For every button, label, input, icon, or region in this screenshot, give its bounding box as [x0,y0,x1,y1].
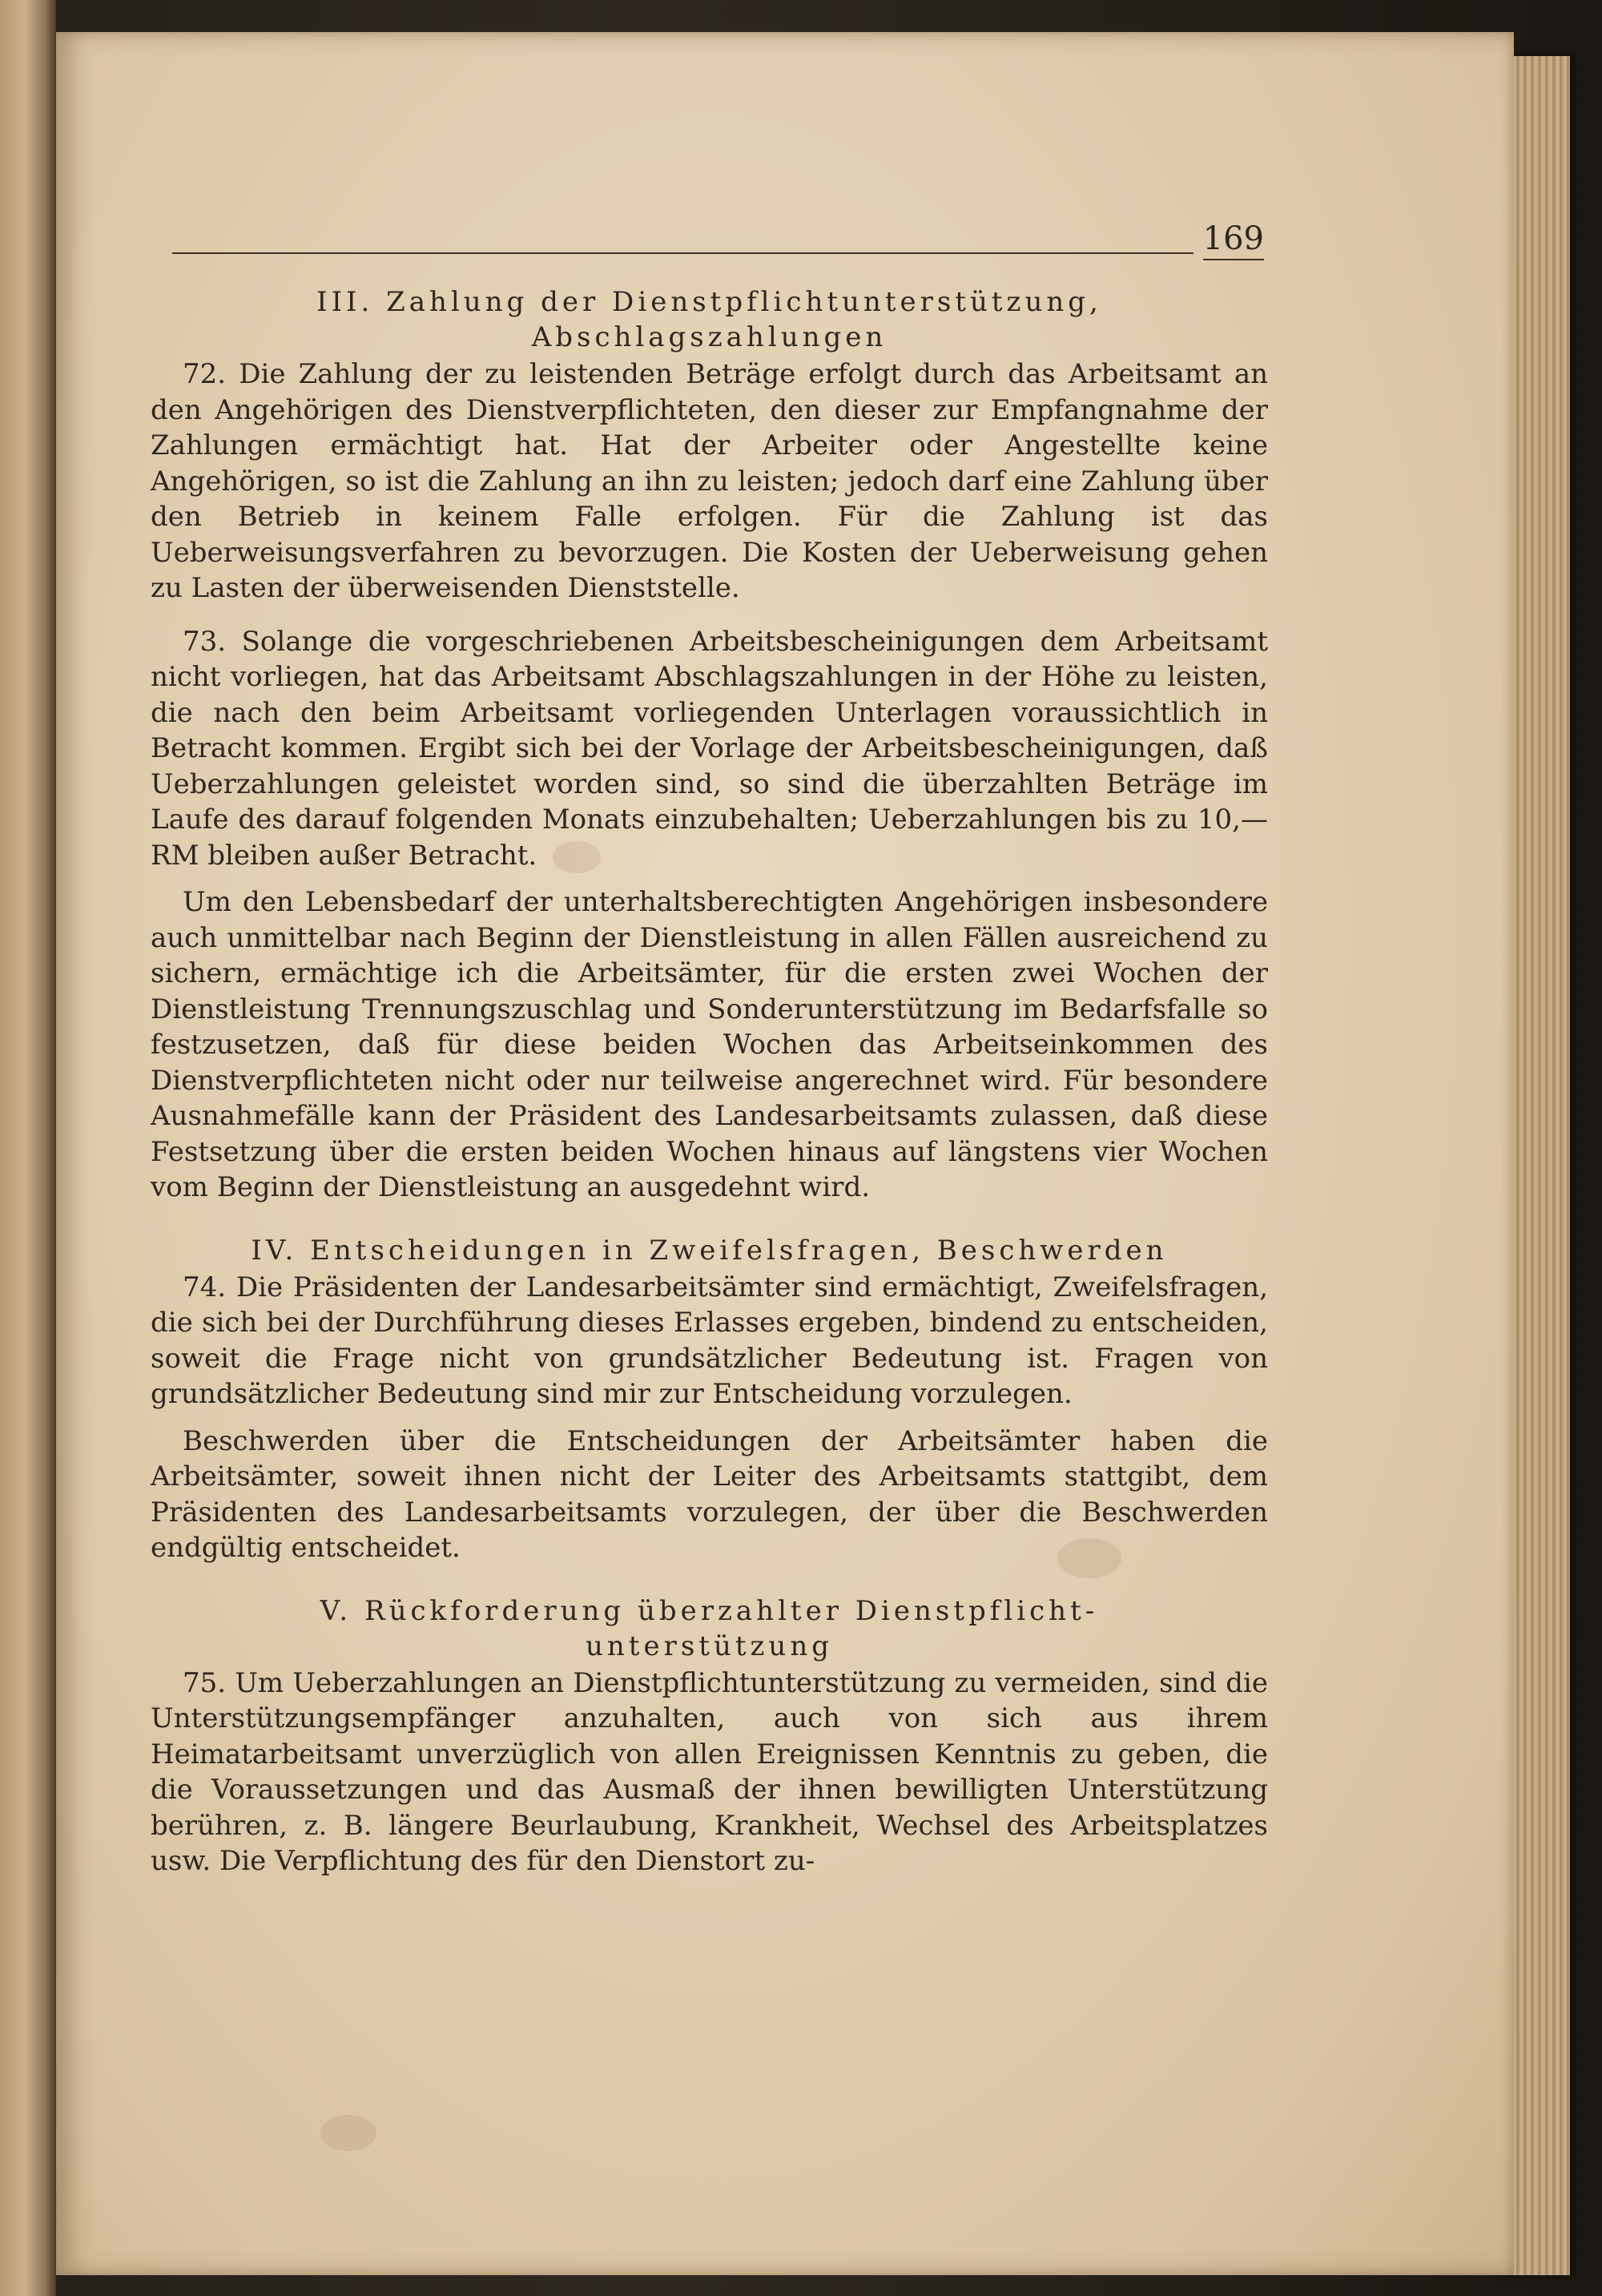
page-body [151,284,1268,1879]
section-heading-iii [151,284,1268,355]
section-heading-iv [151,1233,1268,1268]
section-heading-v-line2: unterstützung [586,1629,833,1662]
section-heading-iv-line: IV. Entscheidungen in Zweifelsfragen, Beschwerden [251,1234,1168,1267]
paragraph-74-continued: Beschwerden über die Entscheidungen der Arbeitsämter haben die Arbeitsämter, soweit ihnen nicht der Leiter des Arbeitsamts stattgibt, dem Präsidenten des Landesarbeitsamts vorzulegen, der über die Beschwerden endgültig entscheidet. [151,1424,1268,1564]
paragraph-72: 72. Die Zahlung der zu leistenden Beträge erfolgt durch das Arbeitsamt an den Angehörigen des Dienstverpflichteten, den dieser zur Empfangnahme der Zahlungen ermächtigt hat. Hat der Arbeiter oder Angestellte keine Angehörigen, so ist die Zahlung an ihn zu leisten; jedoch darf eine Zahlung über den Betrieb in keinem Falle erfolgen. Für die Zahlung ist das Ueberweisungsverfahren zu bevorzugen. Die Kosten der Ueberweisung gehen zu Lasten der überweisenden Dienststelle. [151,358,1268,604]
paragraph-75: 75. Um Ueberzahlungen an Dienstpflichtunterstützung zu vermeiden, sind die Unterstützungsempfänger anzuhalten, auch von sich aus ihrem Heimatarbeitsamt unverzüglich von allen Ereignissen Kenntnis zu geben, die die Voraussetzungen und das Ausmaß der ihnen bewilligten Unterstützung berühren, z. B. längere Beurlaubung, Krankheit, Wechsel des Arbeitsplatzes usw. Die Verpflichtung des für den Dienstort zu- [151,1666,1268,1877]
page-header [172,220,1266,268]
section-heading-v-line1: V. Rückforderung überzahlter Dienstpflicht- [320,1594,1099,1627]
section-heading-iii-line2: Abschlagszahlungen [531,321,888,353]
header-rule [172,252,1193,254]
page-number: 169 [1203,220,1264,260]
paragraph-73: 73. Solange die vorgeschriebenen Arbeitsbescheinigungen dem Arbeitsamt nicht vorliegen, hat das Arbeitsamt Abschlagszahlungen in der Höhe zu leisten, die nach den beim Arbeitsamt vorliegenden Unterlagen voraussichtlich in Betracht kommen. Ergibt sich bei der Vorlage der Arbeitsbescheinigungen, daß Ueberzahlungen geleistet worden sind, so sind die überzahlten Beträge im Laufe des darauf folgenden Monats einzubehalten; Ueberzahlungen bis zu 10,— RM bleiben außer Betracht. [151,625,1268,872]
section-heading-iii-line1: III. Zahlung der Dienstpflichtunterstützung, [316,286,1102,318]
paragraph-74: 74. Die Präsidenten der Landesarbeitsämter sind ermächtigt, Zweifelsfragen, die sich bei der Durchführung dieses Erlasses ergeben, bindend zu entscheiden, soweit die Frage nicht von grundsätzlicher Bedeutung ist. Fragen von grundsätzlicher Bedeutung sind mir zur Entscheidung vorzulegen. [151,1271,1268,1410]
paragraph-73-continued: Um den Lebensbedarf der unterhaltsberechtigten Angehörigen insbesondere auch unmittelbar nach Beginn der Dienstleistung in allen Fällen ausreichend zu sichern, ermächtige ich die Arbeitsämter, für die ersten zwei Wochen der Dienstleistung Trennungszuschlag und Sonderunterstützung im Bedarfsfalle so festzusetzen, daß für diese beiden Wochen das Arbeitseinkommen des Dienstverpflichteten nicht oder nur teilweise angerechnet wird. Für besondere Ausnahmefälle kann der Präsident des Landesarbeitsamts zulassen, daß diese Festsetzung über die ersten beiden Wochen hinaus auf längstens vier Wochen vom Beginn der Dienstleistung an ausgedehnt wird. [151,886,1268,1203]
section-heading-v [151,1593,1268,1664]
left-page-edge [0,0,56,2296]
paper-stain [320,2115,376,2151]
